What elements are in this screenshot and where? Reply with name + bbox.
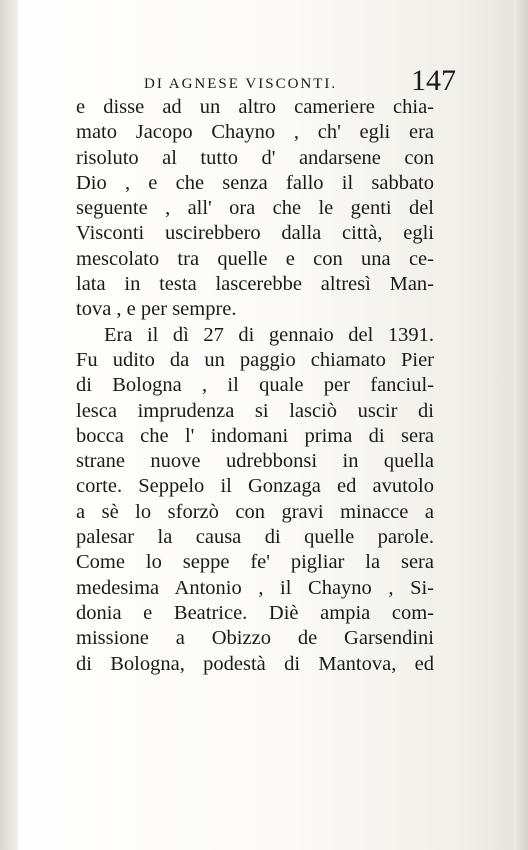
text-line: a sè lo sforzò con gravi minacce a — [76, 500, 434, 523]
paragraph-start-line: Era il dì 27 di gennaio del 1391. — [104, 323, 434, 346]
text-line: lesca imprudenza si lasciò uscir di — [76, 399, 434, 422]
text-line: seguente , all' ora che le genti del — [76, 197, 434, 220]
text-line: bocca che l' indomani prima di sera — [76, 424, 434, 447]
text-line: di Bologna , il quale per fanciul- — [76, 374, 434, 397]
page-number: 147 — [411, 64, 456, 97]
text-line: lata in testa lascerebbe altresì Man- — [76, 273, 434, 296]
paragraph-end-line: tova , e per sempre. — [76, 298, 237, 321]
text-line: medesima Antonio , il Chayno , Si- — [76, 576, 434, 599]
text-line: mescolato tra quelle e con una ce- — [76, 247, 434, 270]
text-line: Dio , e che senza fallo il sabbato — [76, 171, 434, 194]
text-line: corte. Seppelo il Gonzaga ed avutolo — [76, 475, 434, 498]
text-line: missione a Obizzo de Garsendini — [76, 627, 434, 650]
text-line: risoluto al tutto d' andarsene con — [76, 146, 434, 169]
text-line: Come lo seppe fe' pigliar la sera — [76, 551, 434, 574]
page-edge-shadow — [514, 0, 528, 850]
text-line: strane nuove udrebbonsi in quella — [76, 450, 434, 473]
body-text — [76, 95, 434, 677]
text-line: e disse ad un altro cameriere chia- — [76, 96, 434, 118]
running-head: DI AGNESE VISCONTI. — [144, 76, 338, 92]
text-line: mato Jacopo Chayno , ch' egli era — [76, 121, 434, 144]
text-line: Fu udito da un paggio chiamato Pier — [76, 348, 434, 371]
text-line: di Bologna, podestà di Mantova, ed — [76, 652, 434, 675]
text-line: Visconti uscirebbero dalla città, egli — [76, 222, 434, 245]
page-gutter-shadow — [0, 0, 18, 850]
text-line: donia e Beatrice. Diè ampia com- — [76, 601, 434, 624]
text-line: palesar la causa di quelle parole. — [76, 526, 434, 549]
